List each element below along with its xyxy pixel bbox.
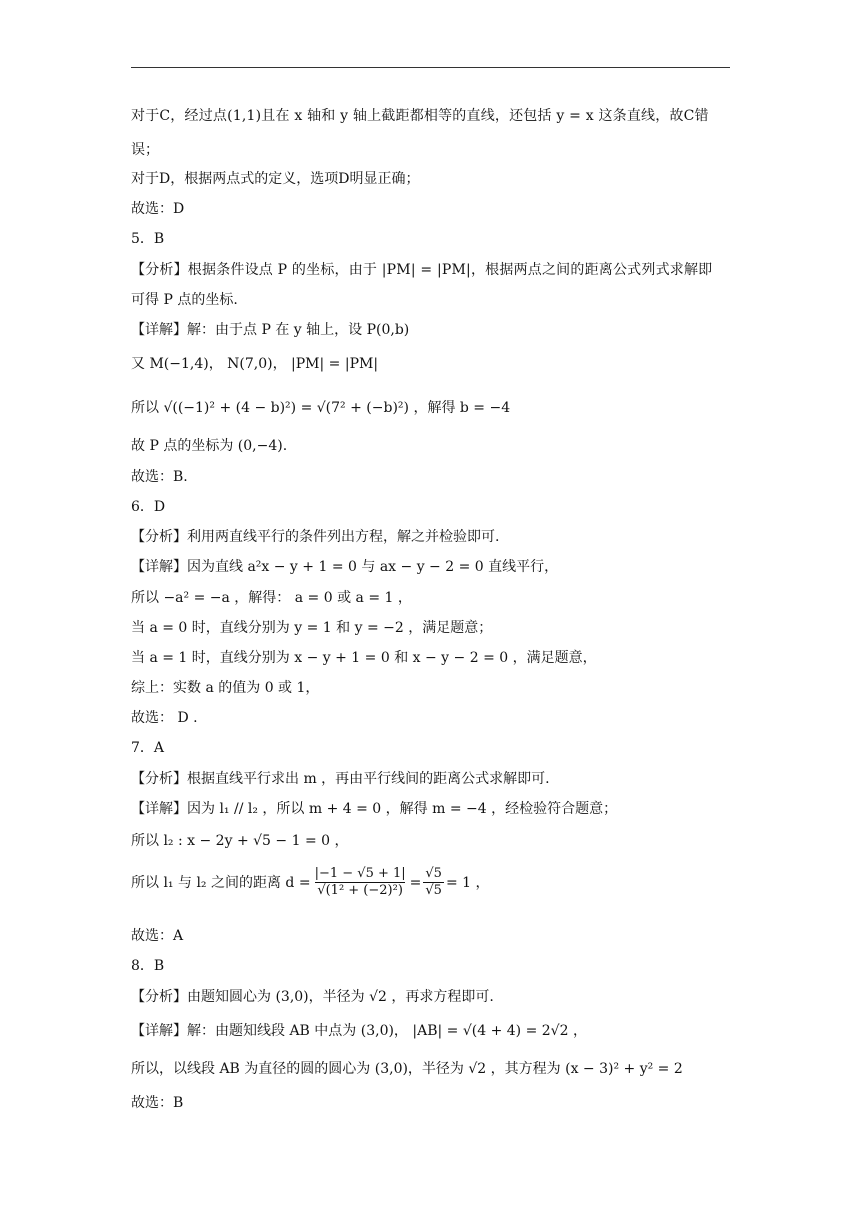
text-line: 又 M(−1,4)， N(7,0)， |PM| = |PM| — [131, 356, 379, 372]
text-line: 当 a = 1 时，直线分别为 x − y + 1 = 0 和 x − y − 2 = 0 ，满足题意， — [131, 650, 597, 666]
text-line: 故选：B — [131, 1095, 184, 1111]
fraction-numerator: √5 — [425, 866, 442, 881]
text-line: 综上：实数 a 的值为 0 或 1， — [131, 680, 320, 696]
equals-sign: = — [409, 874, 422, 891]
text-line: 故选：D — [131, 201, 185, 217]
text-line: 【分析】根据条件设点 P 的坐标，由于 |PM| = |PM|，根据两点之间的距离公式列式求解即 — [131, 262, 713, 278]
text-line: 所以 √((−1)² + (4 − b)²) = √(7² + (−b)²) ，解得 b = −4 — [131, 400, 511, 416]
distance-formula-line — [131, 866, 490, 899]
distance-fraction — [313, 866, 408, 899]
text-line: 【详解】因为直线 a²x − y + 1 = 0 与 ax − y − 2 = 0 直线平行， — [131, 559, 559, 575]
text-line: 当 a = 0 时，直线分别为 y = 1 和 y = −2 ，满足题意； — [131, 620, 493, 636]
text-line: 可得 P 点的坐标. — [131, 292, 238, 308]
text-line: 故选：A — [131, 928, 184, 944]
answer-heading: 5．B — [131, 231, 165, 247]
text-line: 故 P 点的坐标为 (0,−4). — [131, 438, 288, 454]
text-line: 所以 l₂ : x − 2y + √5 − 1 = 0 ， — [131, 833, 349, 849]
answer-heading: 8．B — [131, 958, 165, 974]
text-line: 所以 −a² = −a ，解得： a = 0 或 a = 1 ， — [131, 590, 412, 606]
text-line: 【详解】解：由于点 P 在 y 轴上，设 P(0,b) — [131, 322, 410, 338]
text-line: 【分析】利用两直线平行的条件列出方程，解之并检验即可. — [131, 529, 500, 545]
text-line: 故选：B. — [131, 469, 188, 485]
answer-heading: 6．D — [131, 499, 166, 515]
simplified-fraction — [423, 866, 444, 899]
text-line: 对于C，经过点(1,1)且在 x 轴和 y 轴上截距都相等的直线，还包括 y = x 这条直线，故C错 — [131, 108, 709, 124]
text-line: 误； — [131, 142, 159, 158]
text-line: 【详解】因为 l₁ // l₂ ，所以 m + 4 = 0 ，解得 m = −4 ，经检验符合题意； — [131, 801, 618, 817]
answer-heading: 7．A — [131, 740, 165, 756]
text-line: 【分析】根据直线平行求出 m ，再由平行线间的距离公式求解即可. — [131, 771, 550, 787]
formula-prefix: 所以 l₁ 与 l₂ 之间的距离 d = — [131, 874, 311, 891]
text-line: 故选： D . — [131, 710, 198, 726]
fraction-numerator: |−1 − √5 + 1| — [314, 866, 406, 881]
header-rule — [131, 67, 730, 68]
formula-result: = 1 ， — [445, 874, 490, 891]
text-line: 所以，以线段 AB 为直径的圆的圆心为 (3,0)，半径为 √2 ，其方程为 (x − 3)² + y² = 2 — [131, 1061, 683, 1077]
text-line: 【详解】解：由题知线段 AB 中点为 (3,0)， |AB| = √(4 + 4) = 2√2 ， — [131, 1023, 587, 1039]
text-line: 【分析】由题知圆心为 (3,0)，半径为 √2 ，再求方程即可. — [131, 989, 494, 1005]
fraction-denominator: √5 — [425, 883, 442, 898]
text-line: 对于D，根据两点式的定义，选项D明显正确； — [131, 171, 420, 187]
fraction-denominator: √(1² + (−2)²) — [317, 883, 403, 898]
